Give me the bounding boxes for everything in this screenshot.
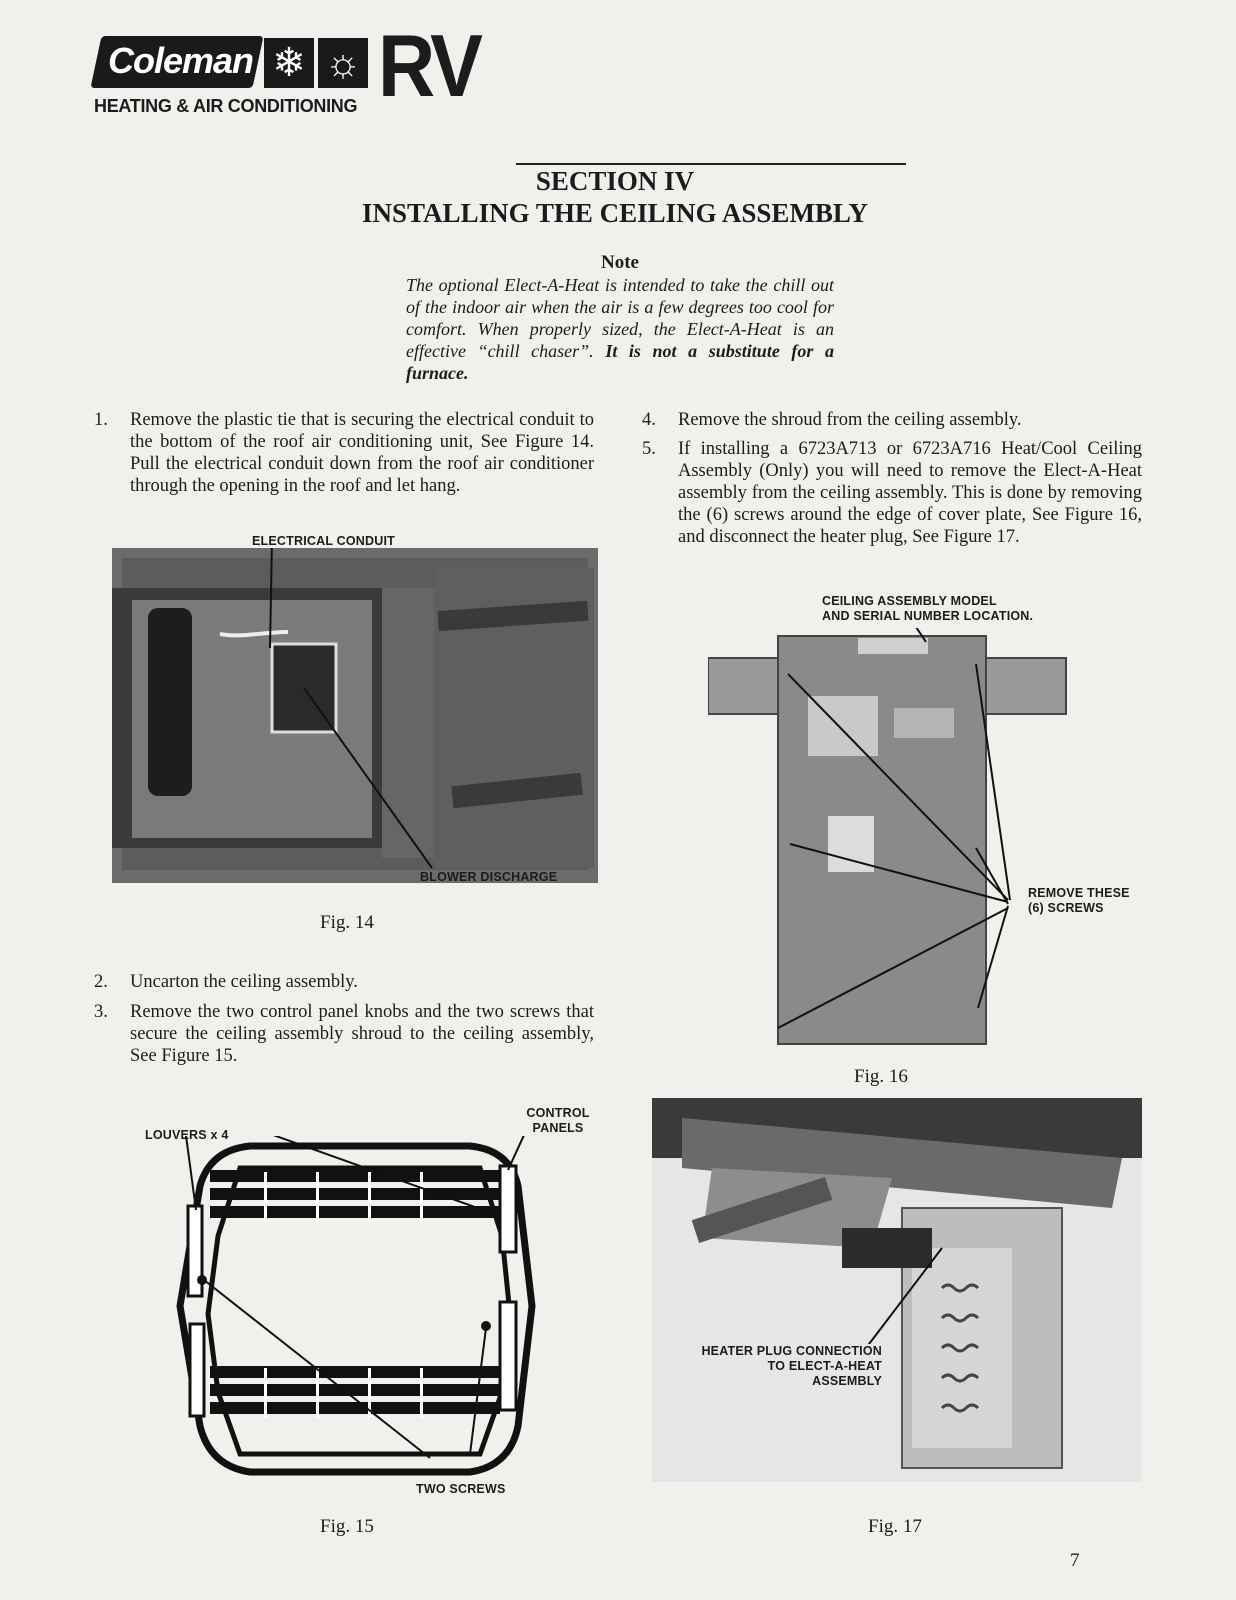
step-5 (642, 438, 1142, 548)
rv-mark: RV (378, 16, 480, 115)
fig14-photo (112, 548, 598, 883)
callout-remove-line-1: REMOVE THESE (1028, 886, 1130, 900)
section-number: SECTION IV (535, 166, 695, 196)
step-2-number: 2. (94, 972, 108, 992)
step-1 (94, 409, 594, 497)
callout-plug-line-2: TO ELECT-A-HEAT (767, 1359, 882, 1373)
callout-electrical-conduit: ELECTRICAL CONDUIT (252, 534, 395, 548)
callout-control-line-2: PANELS (532, 1121, 584, 1135)
step-2 (94, 971, 594, 993)
step-3-text: Remove the two control panel knobs and the two screws that secure the ceiling assembly shroud to the ceiling assembly, See Figure 15. (130, 1002, 594, 1066)
page-number: 7 (1070, 1550, 1080, 1571)
step-4 (642, 409, 1142, 431)
callout-model-line-2: AND SERIAL NUMBER LOCATION. (822, 609, 1034, 623)
callout-remove-screws (1028, 886, 1130, 916)
fig15-caption: Fig. 15 (320, 1516, 374, 1537)
callout-remove-line-2: (6) SCREWS (1028, 901, 1104, 915)
snowflake-icon: ❄ (264, 38, 314, 88)
note-body: The optional Elect-A-Heat is intended to take the chill out of the indoor air when the air is a few degrees too cool for comfort. When properly sized, the Elect-A-Heat is an effective “chill chaser”. (406, 275, 834, 361)
callout-plug-line-1: HEATER PLUG CONNECTION (701, 1344, 882, 1358)
brand-logo-text: Coleman (108, 40, 254, 81)
callout-louvers: LOUVERS x 4 (145, 1128, 229, 1142)
fig17-caption: Fig. 17 (868, 1516, 922, 1537)
fig16-photo (708, 628, 1070, 1048)
step-1-number: 1. (94, 410, 108, 430)
logo-tagline: HEATING & AIR CONDITIONING (94, 96, 358, 116)
fig16-illustration (708, 628, 1070, 1048)
callout-control-line-1: CONTROL (526, 1106, 590, 1120)
callout-plug-line-3: ASSEMBLY (812, 1374, 882, 1388)
sun-icon: ☼ (318, 38, 368, 88)
step-3-number: 3. (94, 1002, 108, 1022)
step-2-text: Uncarton the ceiling assembly. (130, 972, 358, 992)
callout-two-screws: TWO SCREWS (416, 1482, 506, 1496)
note-label: Note (601, 252, 639, 273)
heading-rule (516, 163, 906, 165)
fig14-caption: Fig. 14 (320, 912, 374, 933)
callout-model-serial (822, 594, 1033, 624)
callout-heater-plug (656, 1344, 882, 1389)
section-title: INSTALLING THE CEILING ASSEMBLY (362, 198, 868, 228)
callout-control-panels (518, 1106, 598, 1136)
step-5-number: 5. (642, 439, 656, 459)
step-4-number: 4. (642, 410, 656, 430)
fig15-illustration (170, 1136, 540, 1496)
callout-blower-discharge: BLOWER DISCHARGE (420, 870, 558, 884)
step-1-text: Remove the plastic tie that is securing the electrical conduit to the bottom of the roof air conditioning unit, See Figure 14. Pull the electrical conduit down from the roof air conditioner through the opening in the roof and let hang. (130, 410, 594, 496)
note-text (406, 274, 834, 384)
fig16-caption: Fig. 16 (854, 1066, 908, 1087)
callout-model-line-1: CEILING ASSEMBLY MODEL (822, 594, 997, 608)
fig17-photo (652, 1098, 1142, 1482)
step-3 (94, 1001, 594, 1067)
fig14-illustration (112, 548, 598, 883)
step-5-text: If installing a 6723A713 or 6723A716 Heat/Cool Ceiling Assembly (Only) you will need to remove the Elect-A-Heat assembly from the ceiling assembly. This is done by removing the (6) screws around the edge of cover plate, See Figure 16, and disconnect the heater plug, See Figure 17. (678, 439, 1142, 547)
step-4-text: Remove the shroud from the ceiling assembly. (678, 410, 1022, 430)
note-emphasis: It is not a substitute for a furnace. (406, 341, 835, 383)
fig15-drawing (170, 1136, 540, 1496)
fig17-illustration (652, 1098, 1142, 1482)
